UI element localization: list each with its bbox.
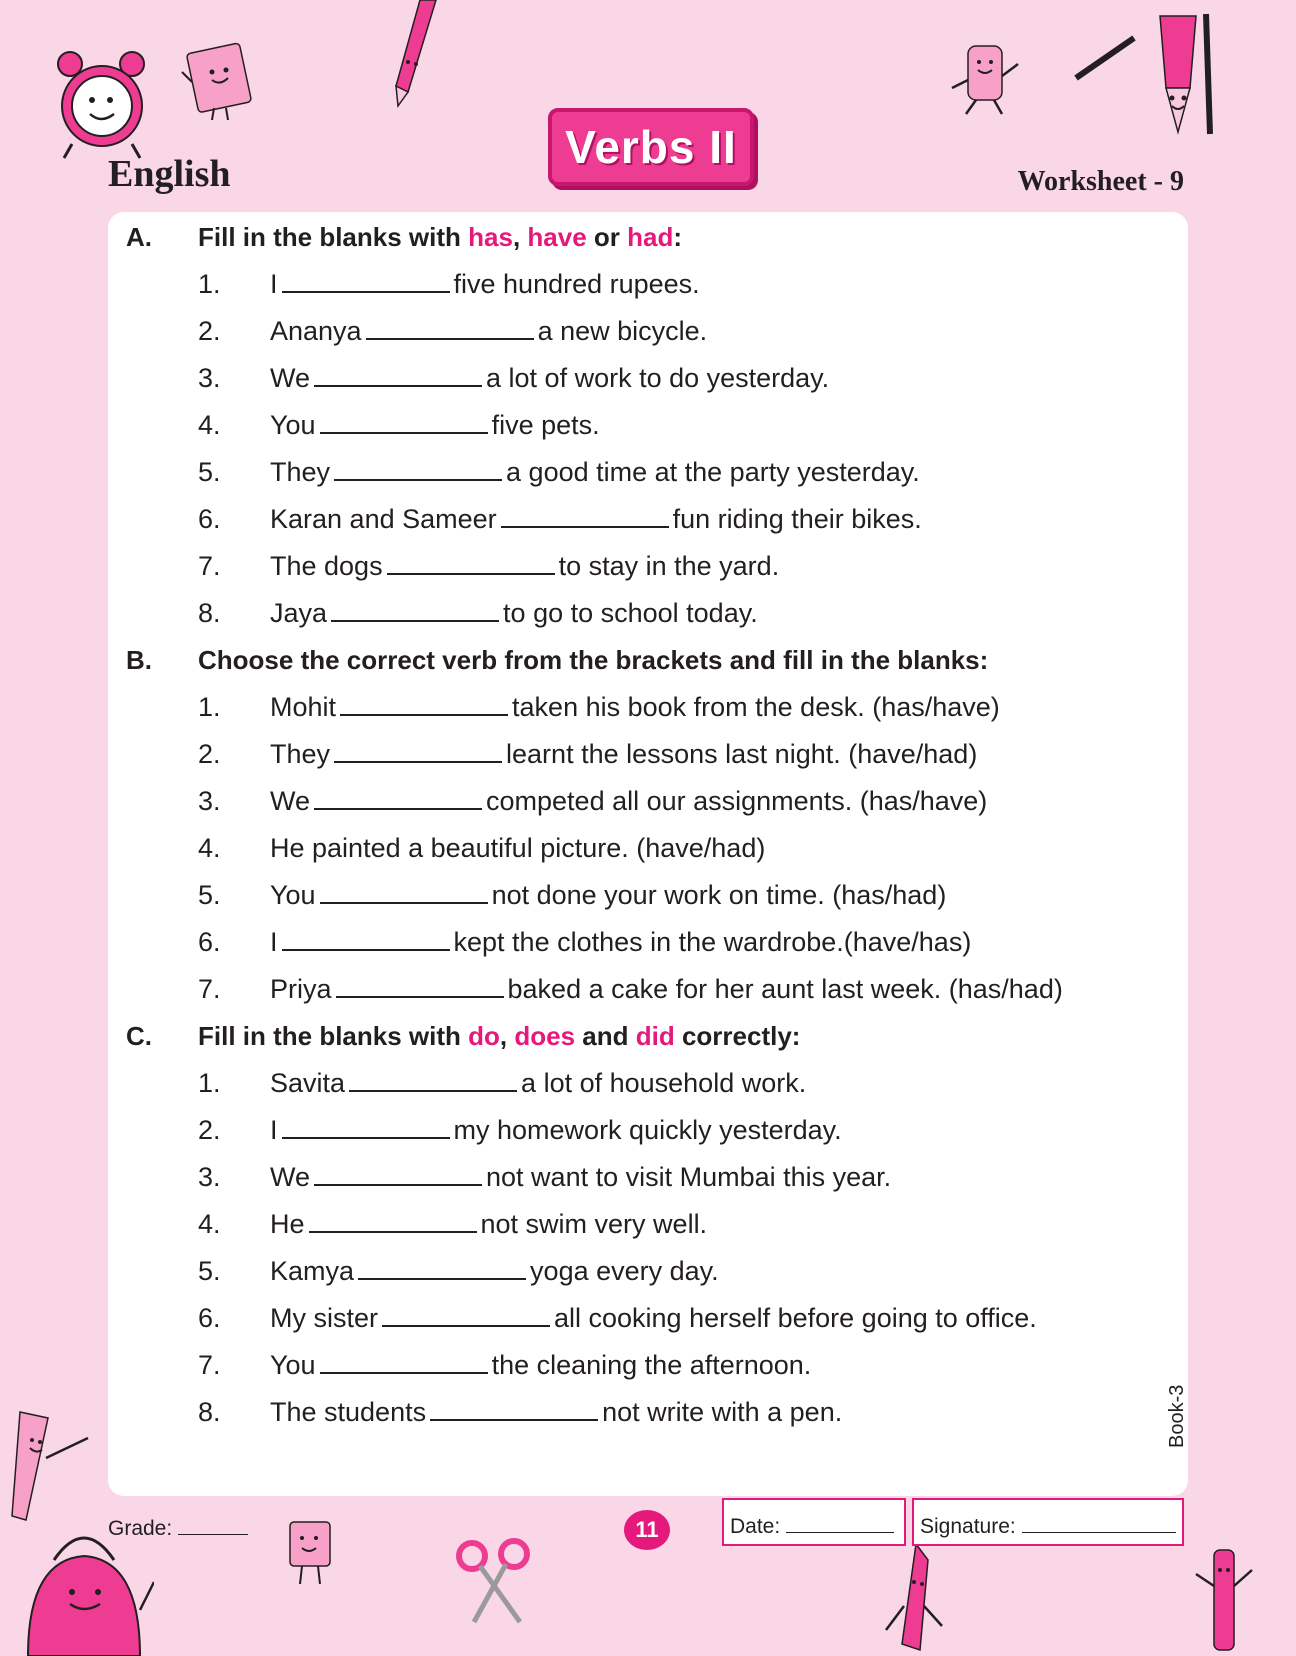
question-text-after: all cooking herself before going to office. [554, 1303, 1037, 1333]
date-blank [786, 1514, 894, 1533]
book-label: Book-3 [1166, 1384, 1188, 1448]
question-text [270, 1162, 891, 1193]
question-text-after: my homework quickly yesterday. [453, 1115, 842, 1145]
question-text-after: kept the clothes in the wardrobe.(have/has) [453, 927, 972, 957]
signature-field [912, 1498, 1184, 1546]
question-number: 8. [198, 1397, 221, 1427]
section-instruction [198, 222, 682, 253]
worksheet-panel [108, 212, 1188, 1496]
question-text-after: not done your work on time. (has/had) [491, 880, 947, 910]
worksheet-number: Worksheet - 9 [1017, 166, 1184, 197]
question-text-before: We [270, 1162, 311, 1192]
question-text [270, 1068, 806, 1099]
question-text-before: The students [270, 1397, 427, 1427]
scissors-icon [454, 1538, 534, 1624]
answer-blank[interactable] [349, 1068, 517, 1092]
question-text [270, 316, 707, 347]
question-number: 8. [198, 598, 221, 628]
question-text [270, 927, 971, 958]
question-number: 2. [198, 739, 221, 769]
question-number: 2. [198, 1115, 221, 1145]
question-text [270, 880, 946, 911]
question-text [270, 692, 1000, 723]
question-text-after: taken his book from the desk. (has/have) [512, 692, 1000, 722]
grade-field [108, 1516, 248, 1541]
answer-blank[interactable] [282, 1115, 450, 1139]
question-text-before: We [270, 786, 311, 816]
question-number: 3. [198, 1162, 221, 1192]
compass-pencil-icon [1070, 8, 1220, 138]
answer-blank[interactable] [320, 410, 488, 434]
answer-blank[interactable] [358, 1256, 526, 1280]
question-text [270, 786, 987, 817]
answer-blank[interactable] [320, 880, 488, 904]
question-text [270, 504, 922, 535]
instruction-text: : [673, 222, 683, 252]
answer-blank[interactable] [282, 269, 450, 293]
question-text [270, 1350, 811, 1381]
question-text-before: My sister [270, 1303, 378, 1333]
question-text [270, 1209, 707, 1240]
question-text-after: learnt the lessons last night. (have/had) [506, 739, 978, 769]
question-text-after: a lot of household work. [521, 1068, 807, 1098]
question-text [270, 269, 700, 300]
question-number: 7. [198, 1350, 221, 1380]
answer-blank[interactable] [387, 551, 555, 575]
question-text-before: Ananya [270, 316, 362, 346]
question-text [270, 598, 758, 629]
question-text-before: I [270, 269, 278, 299]
question-text [270, 1256, 719, 1287]
answer-blank[interactable] [336, 974, 504, 998]
question-text [270, 1303, 1037, 1334]
question-number: 4. [198, 833, 221, 863]
grade-blank [178, 1516, 248, 1535]
question-text-after: a new bicycle. [537, 316, 708, 346]
highlighted-word: have [527, 222, 587, 252]
question-text-after: baked a cake for her aunt last week. (has/had) [507, 974, 1063, 1004]
question-text-before: Karan and Sameer [270, 504, 497, 534]
question-text-after: a good time at the party yesterday. [506, 457, 920, 487]
question-number: 3. [198, 363, 221, 393]
answer-blank[interactable] [334, 739, 502, 763]
question-number: 4. [198, 410, 221, 440]
question-text-after: fun riding their bikes. [672, 504, 922, 534]
question-text-before: You [270, 1350, 316, 1380]
answer-blank[interactable] [331, 598, 499, 622]
answer-blank[interactable] [366, 316, 534, 340]
pen-icon [1190, 1540, 1260, 1656]
question-text-before: They [270, 457, 331, 487]
answer-blank[interactable] [382, 1303, 550, 1327]
question-text-before: I [270, 927, 278, 957]
question-number: 1. [198, 692, 221, 722]
grade-label: Grade: [108, 1517, 173, 1540]
question-text [270, 410, 600, 441]
question-text [270, 1115, 842, 1146]
question-number: 3. [198, 786, 221, 816]
question-text-after: five hundred rupees. [453, 269, 700, 299]
question-number: 7. [198, 551, 221, 581]
question-number: 2. [198, 316, 221, 346]
question-text-before: Savita [270, 1068, 346, 1098]
question-text [270, 551, 779, 582]
worksheet-title-badge [548, 108, 754, 186]
question-text-before: Jaya [270, 598, 328, 628]
question-number: 4. [198, 1209, 221, 1239]
question-number: 1. [198, 1068, 221, 1098]
answer-blank[interactable] [314, 363, 482, 387]
notepad-icon [178, 42, 262, 122]
answer-blank[interactable] [501, 504, 669, 528]
section-letter: C. [126, 1021, 152, 1051]
question-text [270, 739, 977, 770]
question-text [270, 363, 829, 394]
answer-blank[interactable] [430, 1397, 598, 1421]
page-number: 11 [624, 1510, 670, 1550]
question-number: 5. [198, 457, 221, 487]
question-text-before: The dogs [270, 551, 383, 581]
question-text-after: the cleaning the afternoon. [491, 1350, 812, 1380]
question-text-before: You [270, 410, 316, 440]
highlighted-word: has [468, 222, 513, 252]
subject-label: English [108, 153, 231, 195]
section-instruction [198, 1021, 800, 1052]
instruction-text: , [499, 1021, 515, 1051]
date-field [722, 1498, 906, 1546]
sharpener-icon [282, 1518, 346, 1590]
question-text-before: Kamya [270, 1256, 355, 1286]
question-text [270, 457, 920, 488]
question-number: 5. [198, 880, 221, 910]
question-text [270, 1397, 842, 1428]
date-label: Date: [730, 1515, 781, 1538]
answer-blank[interactable] [334, 457, 502, 481]
instruction-text: and [575, 1021, 636, 1051]
instruction-text: Choose the correct verb from the brackets and fill in the blanks: [198, 645, 989, 675]
crayon-icon [880, 1540, 960, 1656]
answer-blank[interactable] [320, 1350, 488, 1374]
question-text-after: to go to school today. [503, 598, 758, 628]
question-number: 6. [198, 1303, 221, 1333]
question-text [270, 974, 1063, 1005]
question-text-before: Priya [270, 974, 332, 1004]
answer-blank[interactable] [340, 692, 508, 716]
pencil-icon [380, 0, 440, 110]
ruler-icon [8, 1404, 98, 1524]
highlighted-word: do [468, 1021, 500, 1051]
instruction-text: or [586, 222, 628, 252]
instruction-text: Fill in the blanks with [198, 222, 469, 252]
question-text-before: I [270, 1115, 278, 1145]
answer-blank[interactable] [314, 1162, 482, 1186]
question-text-after: a lot of work to do yesterday. [486, 363, 830, 393]
section-letter: B. [126, 645, 152, 675]
question-text-before: Mohit [270, 692, 337, 722]
question-text-before: You [270, 880, 316, 910]
question-number: 7. [198, 974, 221, 1004]
question-text-before: They [270, 739, 331, 769]
question-text-before: He painted a beautiful picture. (have/had) [270, 833, 766, 863]
eraser-icon [946, 40, 1026, 120]
question-number: 6. [198, 504, 221, 534]
instruction-text: , [512, 222, 528, 252]
question-text-before: He [270, 1209, 305, 1239]
question-text-before: We [270, 363, 311, 393]
question-text-after: not swim very well. [480, 1209, 708, 1239]
question-text-after: five pets. [491, 410, 600, 440]
question-text-after: not write with a pen. [602, 1397, 843, 1427]
question-text-after: competed all our assignments. (has/have) [486, 786, 988, 816]
answer-blank[interactable] [314, 786, 482, 810]
question-text-after: yoga every day. [530, 1256, 719, 1286]
signature-label: Signature: [920, 1515, 1016, 1538]
question-text-after: not want to visit Mumbai this year. [486, 1162, 892, 1192]
signature-blank [1022, 1514, 1176, 1533]
worksheet-title: Verbs II [565, 121, 737, 173]
question-text [270, 833, 765, 864]
question-text-after: to stay in the yard. [558, 551, 780, 581]
question-number: 5. [198, 1256, 221, 1286]
answer-blank[interactable] [282, 927, 450, 951]
highlighted-word: does [514, 1021, 576, 1051]
answer-blank[interactable] [309, 1209, 477, 1233]
highlighted-word: did [635, 1021, 675, 1051]
section-instruction [198, 645, 988, 676]
question-number: 1. [198, 269, 221, 299]
instruction-text: correctly: [674, 1021, 801, 1051]
alarm-clock-icon [52, 44, 152, 164]
question-number: 6. [198, 927, 221, 957]
highlighted-word: had [627, 222, 674, 252]
instruction-text: Fill in the blanks with [198, 1021, 469, 1051]
section-letter: A. [126, 222, 152, 252]
